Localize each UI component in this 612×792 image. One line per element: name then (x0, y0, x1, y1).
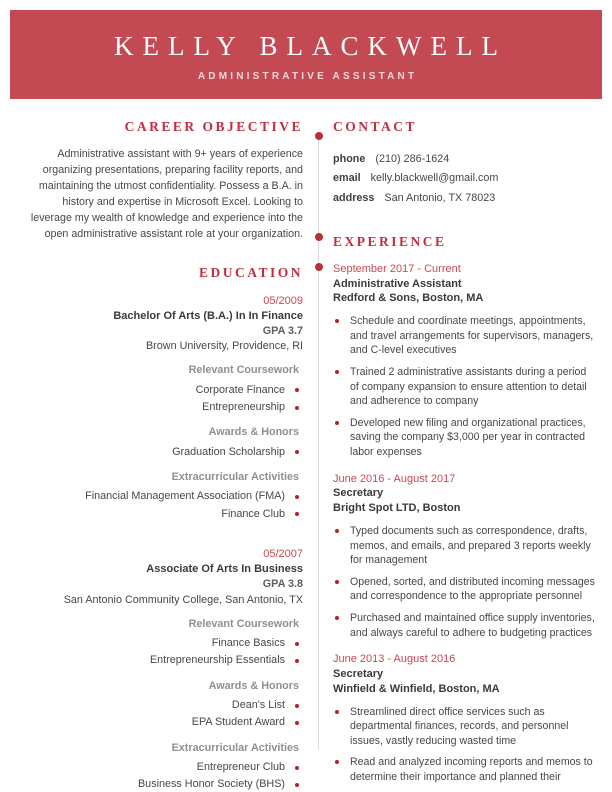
bullet-icon (295, 766, 299, 770)
contact-value: San Antonio, TX 78023 (384, 191, 496, 204)
contact-row (333, 150, 596, 169)
contact-label: address (333, 191, 375, 204)
education-item (20, 382, 303, 399)
bullet-text: Schedule and coordinate meetings, appointments, and travel arrangements for supervisors, managers, and C-level executives (350, 315, 594, 357)
bullet-icon (295, 512, 299, 516)
bullet-text: Typed documents such as correspondence, drafts, memos, and emails, and prepared 3 reports weekly for management (350, 525, 591, 567)
education-item (20, 488, 303, 505)
bullet-icon (335, 616, 339, 620)
edu-item-label: Graduation Scholarship (172, 445, 285, 458)
job-company: Winfield & Winfield, Boston, MA (333, 682, 500, 695)
education-entry (20, 294, 303, 523)
experience-job (333, 262, 596, 460)
job-bullet-item (333, 755, 596, 784)
edu-item-label: Business Honor Society (BHS) (137, 778, 285, 791)
edu-group-items (20, 635, 303, 669)
education-title: EDUCATION (198, 264, 303, 280)
career-objective-title: CAREER OBJECTIVE (124, 119, 303, 134)
bullet-text: Developed new filing and organizational practices, saving the company $3,000 per year in contracted labor expenses (350, 416, 586, 459)
job-company: Redford & Sons, Boston, MA (333, 292, 484, 305)
bullet-text: Read and analyzed incoming reports and memos to determine their importance and planned their (350, 756, 593, 783)
bullet-icon (335, 529, 339, 533)
experience-title: EXPERIENCE (333, 233, 447, 249)
bullet-icon (295, 642, 299, 646)
edu-item-label: Dean's List (231, 699, 285, 712)
job-bullet-item (333, 575, 596, 604)
job-role: Secretary (333, 667, 384, 680)
edu-groups (20, 616, 303, 792)
section-marker-icon (315, 132, 323, 140)
job-bullet-item (333, 524, 596, 568)
bullet-icon (295, 704, 299, 708)
edu-group-heading: Awards & Honors (208, 426, 299, 439)
education-group (20, 469, 303, 523)
edu-item-label: Finance Basics (211, 637, 285, 650)
edu-item-label: Corporate Finance (195, 383, 285, 396)
education-item (20, 652, 303, 669)
contact-row (333, 189, 596, 208)
education-group (20, 678, 303, 732)
edu-item-label: Entrepreneurship (202, 401, 285, 414)
edu-group-heading: Relevant Coursework (188, 364, 299, 377)
header-band (10, 10, 602, 99)
education-item (20, 776, 303, 792)
contact-row (333, 169, 596, 188)
bullet-icon (295, 495, 299, 499)
education-group (20, 740, 303, 792)
section-marker-icon (315, 233, 323, 241)
education-item (20, 399, 303, 416)
education-date: 05/2009 (263, 294, 303, 307)
career-objective-text: Administrative assistant with 9+ years of experience organizing presentations, preparing facility reports, and maintaining the utmost confidentiality. Possess a B.A. in history and expertise in Microsoft Excel. Looking to leverage my wealth of knowledge and experience into the open administrative assistant role at your organization. (30, 148, 303, 241)
education-school: Brown University, Providence, RI (145, 340, 303, 353)
education-item (20, 444, 303, 461)
edu-group-items (20, 444, 303, 461)
bullet-icon (335, 760, 339, 764)
edu-group-heading: Extracurricular Activities (171, 741, 299, 754)
job-company: Bright Spot LTD, Boston (333, 502, 461, 515)
education-date: 05/2007 (263, 547, 303, 560)
job-date: September 2017 - Current (333, 262, 461, 275)
edu-group-heading: Relevant Coursework (188, 617, 299, 630)
education-group (20, 362, 303, 416)
bullet-icon (335, 421, 339, 425)
contact-title: CONTACT (333, 119, 418, 134)
left-column (20, 119, 303, 792)
job-bullet-list (333, 314, 596, 459)
edu-item-label: Entrepreneurship Essentials (149, 654, 285, 667)
education-group (20, 616, 303, 670)
section-marker-icon (315, 263, 323, 271)
contact-rows (333, 150, 596, 208)
education-item (20, 714, 303, 731)
right-column (333, 119, 596, 792)
bullet-text: Streamlined direct office services such as departmental finances, records, and personnel issues, vastly reducing wasted time (350, 705, 569, 747)
job-bullet-item (333, 611, 596, 640)
bullet-icon (295, 659, 299, 663)
experience-job (333, 472, 596, 641)
job-bullet-item (333, 365, 596, 409)
education-school: San Antonio Community College, San Antonio, TX (63, 593, 303, 606)
job-bullet-item (333, 416, 596, 460)
education-degree: Associate Of Arts In Business (146, 563, 303, 576)
candidate-name: KELLY BLACKWELL (114, 31, 507, 61)
bullet-icon (335, 319, 339, 323)
contact-label: email (333, 172, 361, 185)
bullet-icon (335, 710, 339, 714)
column-divider (318, 133, 319, 750)
edu-item-label: EPA Student Award (191, 716, 285, 729)
edu-group-items (20, 488, 303, 522)
bullet-icon (295, 406, 299, 410)
job-role: Administrative Assistant (333, 277, 462, 290)
edu-group-items (20, 382, 303, 416)
edu-group-items (20, 759, 303, 792)
education-item (20, 506, 303, 523)
edu-group-heading: Extracurricular Activities (171, 470, 299, 483)
education-degree: Bachelor Of Arts (B.A.) In In Finance (113, 309, 303, 322)
education-gpa: GPA 3.8 (262, 578, 303, 591)
contact-value: kelly.blackwell@gmail.com (370, 172, 499, 185)
job-date: June 2016 - August 2017 (333, 472, 456, 485)
edu-item-label: Finance Club (221, 507, 285, 520)
education-item (20, 759, 303, 776)
edu-item-label: Financial Management Association (FMA) (85, 490, 285, 503)
job-bullet-item (333, 314, 596, 358)
experience-job (333, 652, 596, 784)
experience-jobs (333, 262, 596, 785)
contact-label: phone (333, 153, 366, 165)
job-role: Secretary (333, 487, 384, 500)
candidate-job-title: ADMINISTRATIVE ASSISTANT (197, 71, 418, 82)
education-entry (20, 547, 303, 792)
bullet-icon (335, 370, 339, 374)
bullet-text: Purchased and maintained office supply inventories, and always careful to adhere to budgeting practices (350, 611, 595, 639)
education-gpa: GPA 3.7 (262, 324, 303, 337)
bullet-text: Trained 2 administrative assistants during a period of company expansion to ensure attention to detail and adherence to company (350, 366, 587, 408)
education-item (20, 635, 303, 652)
edu-groups (20, 362, 303, 523)
bullet-icon (335, 580, 339, 584)
bullet-text: Opened, sorted, and distributed incoming messages and correspondence to the appropriate personnel (350, 575, 595, 603)
bullet-icon (295, 450, 299, 454)
job-date: June 2013 - August 2016 (333, 653, 456, 666)
job-bullet-list (333, 524, 596, 640)
education-group (20, 424, 303, 461)
contact-value: (210) 286-1624 (375, 153, 450, 165)
education-entries (20, 294, 303, 792)
bullet-icon (295, 783, 299, 787)
edu-item-label: Entrepreneur Club (196, 761, 285, 774)
bullet-icon (295, 721, 299, 725)
job-bullet-item (333, 705, 596, 749)
education-item (20, 697, 303, 714)
job-bullet-list (333, 705, 596, 785)
edu-group-heading: Awards & Honors (208, 679, 299, 692)
bullet-icon (295, 388, 299, 392)
edu-group-items (20, 697, 303, 731)
